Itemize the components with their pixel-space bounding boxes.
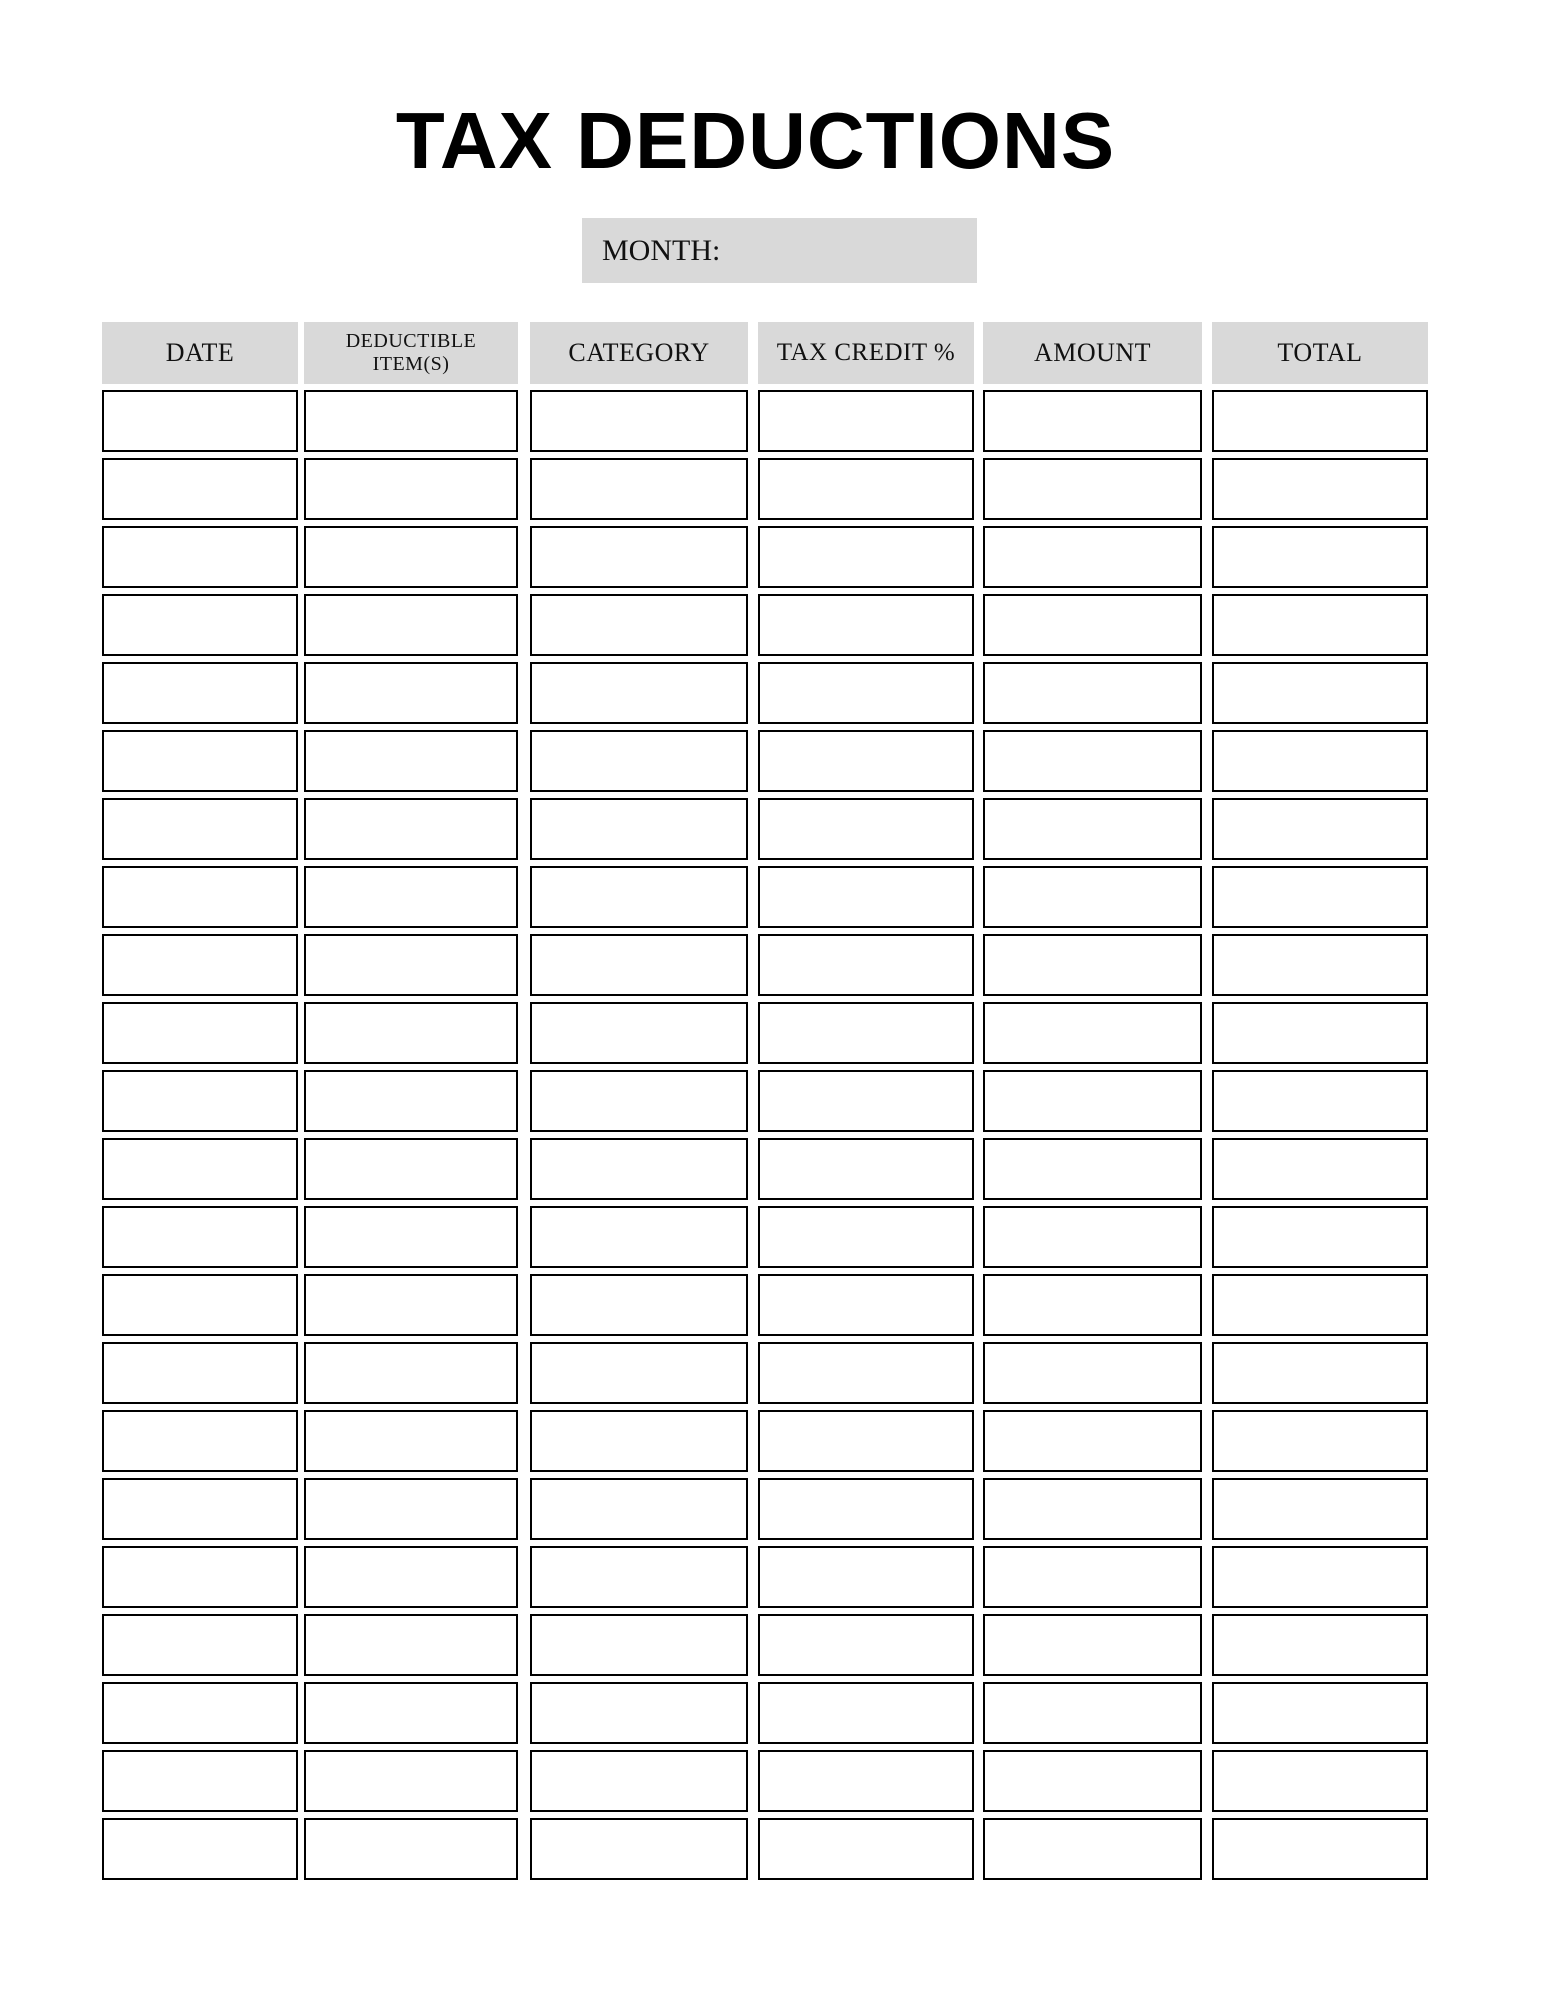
cell-category-row8[interactable] xyxy=(530,866,748,928)
cell-tax_credit_pct-row17[interactable] xyxy=(758,1478,974,1540)
cell-total-row16[interactable] xyxy=(1212,1410,1428,1472)
cell-deductible_items-row19[interactable] xyxy=(304,1614,518,1676)
cell-date-row21[interactable] xyxy=(102,1750,298,1812)
cell-category-row5[interactable] xyxy=(530,662,748,724)
cell-amount-row1[interactable] xyxy=(983,390,1202,452)
cell-deductible_items-row10[interactable] xyxy=(304,1002,518,1064)
column-date xyxy=(102,322,298,1880)
cell-date-row15[interactable] xyxy=(102,1342,298,1404)
cell-amount-row22[interactable] xyxy=(983,1818,1202,1880)
cell-category-row2[interactable] xyxy=(530,458,748,520)
cell-deductible_items-row7[interactable] xyxy=(304,798,518,860)
cell-tax_credit_pct-row9[interactable] xyxy=(758,934,974,996)
cell-deductible_items-row21[interactable] xyxy=(304,1750,518,1812)
cell-tax_credit_pct-row2[interactable] xyxy=(758,458,974,520)
cell-total-row3[interactable] xyxy=(1212,526,1428,588)
cell-category-row3[interactable] xyxy=(530,526,748,588)
cell-tax_credit_pct-row12[interactable] xyxy=(758,1138,974,1200)
cell-date-row5[interactable] xyxy=(102,662,298,724)
cell-category-row10[interactable] xyxy=(530,1002,748,1064)
cell-deductible_items-row15[interactable] xyxy=(304,1342,518,1404)
deductions-table xyxy=(102,322,1428,1880)
cell-category-row20[interactable] xyxy=(530,1682,748,1744)
cell-amount-row5[interactable] xyxy=(983,662,1202,724)
column-header-category xyxy=(530,322,748,384)
cell-amount-row19[interactable] xyxy=(983,1614,1202,1676)
cell-category-row16[interactable] xyxy=(530,1410,748,1472)
cell-amount-row14[interactable] xyxy=(983,1274,1202,1336)
cell-total-row17[interactable] xyxy=(1212,1478,1428,1540)
cell-deductible_items-row14[interactable] xyxy=(304,1274,518,1336)
cell-tax_credit_pct-row10[interactable] xyxy=(758,1002,974,1064)
cell-total-row18[interactable] xyxy=(1212,1546,1428,1608)
cell-tax_credit_pct-row20[interactable] xyxy=(758,1682,974,1744)
cell-total-row14[interactable] xyxy=(1212,1274,1428,1336)
cell-tax_credit_pct-row21[interactable] xyxy=(758,1750,974,1812)
cell-total-row7[interactable] xyxy=(1212,798,1428,860)
column-header-line: TAX CREDIT % xyxy=(776,338,956,366)
column-header-line: AMOUNT xyxy=(1033,338,1152,368)
cell-deductible_items-row6[interactable] xyxy=(304,730,518,792)
cell-date-row22[interactable] xyxy=(102,1818,298,1880)
cell-category-row17[interactable] xyxy=(530,1478,748,1540)
cell-total-row21[interactable] xyxy=(1212,1750,1428,1812)
cell-category-row12[interactable] xyxy=(530,1138,748,1200)
cell-deductible_items-row8[interactable] xyxy=(304,866,518,928)
column-header-deductible_items xyxy=(304,322,518,384)
cell-category-row7[interactable] xyxy=(530,798,748,860)
cell-category-row22[interactable] xyxy=(530,1818,748,1880)
cell-category-row21[interactable] xyxy=(530,1750,748,1812)
cell-date-row19[interactable] xyxy=(102,1614,298,1676)
cell-tax_credit_pct-row7[interactable] xyxy=(758,798,974,860)
column-header-line: DEDUCTIBLE xyxy=(345,330,477,352)
cell-amount-row17[interactable] xyxy=(983,1478,1202,1540)
cell-date-row18[interactable] xyxy=(102,1546,298,1608)
cell-tax_credit_pct-row19[interactable] xyxy=(758,1614,974,1676)
cell-total-row8[interactable] xyxy=(1212,866,1428,928)
cell-total-row19[interactable] xyxy=(1212,1614,1428,1676)
cell-tax_credit_pct-row5[interactable] xyxy=(758,662,974,724)
cell-date-row2[interactable] xyxy=(102,458,298,520)
cell-tax_credit_pct-row11[interactable] xyxy=(758,1070,974,1132)
cell-amount-row16[interactable] xyxy=(983,1410,1202,1472)
cell-amount-row15[interactable] xyxy=(983,1342,1202,1404)
cell-total-row13[interactable] xyxy=(1212,1206,1428,1268)
cell-amount-row9[interactable] xyxy=(983,934,1202,996)
cell-category-row18[interactable] xyxy=(530,1546,748,1608)
month-value-input[interactable] xyxy=(720,218,977,283)
cell-date-row14[interactable] xyxy=(102,1274,298,1336)
month-label: MONTH: xyxy=(602,233,721,267)
cell-category-row6[interactable] xyxy=(530,730,748,792)
cell-tax_credit_pct-row8[interactable] xyxy=(758,866,974,928)
cell-amount-row20[interactable] xyxy=(983,1682,1202,1744)
column-header-line: CATEGORY xyxy=(568,338,710,368)
cell-date-row1[interactable] xyxy=(102,390,298,452)
page-title: TAX DEDUCTIONS xyxy=(395,96,1116,185)
cell-date-row10[interactable] xyxy=(102,1002,298,1064)
cell-tax_credit_pct-row22[interactable] xyxy=(758,1818,974,1880)
cell-date-row16[interactable] xyxy=(102,1410,298,1472)
cell-total-row11[interactable] xyxy=(1212,1070,1428,1132)
cell-deductible_items-row22[interactable] xyxy=(304,1818,518,1880)
cell-total-row15[interactable] xyxy=(1212,1342,1428,1404)
cell-amount-row12[interactable] xyxy=(983,1138,1202,1200)
column-total xyxy=(1212,322,1428,1880)
column-header-line: DATE xyxy=(165,338,235,368)
cell-amount-row7[interactable] xyxy=(983,798,1202,860)
cell-category-row4[interactable] xyxy=(530,594,748,656)
column-tax_credit_pct xyxy=(758,322,974,1880)
cell-total-row4[interactable] xyxy=(1212,594,1428,656)
cell-date-row3[interactable] xyxy=(102,526,298,588)
cell-tax_credit_pct-row18[interactable] xyxy=(758,1546,974,1608)
cell-amount-row21[interactable] xyxy=(983,1750,1202,1812)
cell-amount-row4[interactable] xyxy=(983,594,1202,656)
cell-amount-row6[interactable] xyxy=(983,730,1202,792)
column-header-line: ITEM(S) xyxy=(372,353,450,375)
cell-total-row10[interactable] xyxy=(1212,1002,1428,1064)
month-field[interactable] xyxy=(582,218,977,283)
cell-total-row20[interactable] xyxy=(1212,1682,1428,1744)
cell-date-row9[interactable] xyxy=(102,934,298,996)
cell-deductible_items-row1[interactable] xyxy=(304,390,518,452)
cell-date-row11[interactable] xyxy=(102,1070,298,1132)
column-header-tax_credit_pct xyxy=(758,322,974,384)
column-amount xyxy=(983,322,1202,1880)
column-header-line: TOTAL xyxy=(1277,338,1363,368)
cell-date-row17[interactable] xyxy=(102,1478,298,1540)
cell-category-row14[interactable] xyxy=(530,1274,748,1336)
column-header-total xyxy=(1212,322,1428,384)
cell-date-row20[interactable] xyxy=(102,1682,298,1744)
cell-tax_credit_pct-row3[interactable] xyxy=(758,526,974,588)
cell-tax_credit_pct-row13[interactable] xyxy=(758,1206,974,1268)
cell-total-row1[interactable] xyxy=(1212,390,1428,452)
cell-deductible_items-row12[interactable] xyxy=(304,1138,518,1200)
cell-deductible_items-row9[interactable] xyxy=(304,934,518,996)
cell-category-row13[interactable] xyxy=(530,1206,748,1268)
column-deductible_items xyxy=(304,322,518,1880)
cell-deductible_items-row5[interactable] xyxy=(304,662,518,724)
cell-category-row9[interactable] xyxy=(530,934,748,996)
cell-category-row11[interactable] xyxy=(530,1070,748,1132)
column-category xyxy=(530,322,748,1880)
cell-date-row7[interactable] xyxy=(102,798,298,860)
cell-deductible_items-row13[interactable] xyxy=(304,1206,518,1268)
cell-total-row5[interactable] xyxy=(1212,662,1428,724)
cell-amount-row3[interactable] xyxy=(983,526,1202,588)
cell-deductible_items-row11[interactable] xyxy=(304,1070,518,1132)
cell-deductible_items-row16[interactable] xyxy=(304,1410,518,1472)
column-header-amount xyxy=(983,322,1202,384)
cell-date-row6[interactable] xyxy=(102,730,298,792)
cell-date-row12[interactable] xyxy=(102,1138,298,1200)
cell-amount-row10[interactable] xyxy=(983,1002,1202,1064)
cell-deductible_items-row20[interactable] xyxy=(304,1682,518,1744)
cell-total-row6[interactable] xyxy=(1212,730,1428,792)
cell-tax_credit_pct-row6[interactable] xyxy=(758,730,974,792)
cell-amount-row2[interactable] xyxy=(983,458,1202,520)
cell-total-row22[interactable] xyxy=(1212,1818,1428,1880)
cell-tax_credit_pct-row16[interactable] xyxy=(758,1410,974,1472)
cell-date-row4[interactable] xyxy=(102,594,298,656)
cell-total-row2[interactable] xyxy=(1212,458,1428,520)
cell-amount-row8[interactable] xyxy=(983,866,1202,928)
cell-tax_credit_pct-row1[interactable] xyxy=(758,390,974,452)
cell-deductible_items-row2[interactable] xyxy=(304,458,518,520)
cell-deductible_items-row17[interactable] xyxy=(304,1478,518,1540)
cell-tax_credit_pct-row4[interactable] xyxy=(758,594,974,656)
cell-date-row8[interactable] xyxy=(102,866,298,928)
cell-amount-row13[interactable] xyxy=(983,1206,1202,1268)
cell-tax_credit_pct-row14[interactable] xyxy=(758,1274,974,1336)
cell-total-row9[interactable] xyxy=(1212,934,1428,996)
cell-deductible_items-row3[interactable] xyxy=(304,526,518,588)
cell-deductible_items-row18[interactable] xyxy=(304,1546,518,1608)
column-header-date xyxy=(102,322,298,384)
cell-category-row15[interactable] xyxy=(530,1342,748,1404)
cell-category-row19[interactable] xyxy=(530,1614,748,1676)
cell-tax_credit_pct-row15[interactable] xyxy=(758,1342,974,1404)
cell-total-row12[interactable] xyxy=(1212,1138,1428,1200)
cell-deductible_items-row4[interactable] xyxy=(304,594,518,656)
cell-date-row13[interactable] xyxy=(102,1206,298,1268)
cell-amount-row11[interactable] xyxy=(983,1070,1202,1132)
cell-category-row1[interactable] xyxy=(530,390,748,452)
cell-amount-row18[interactable] xyxy=(983,1546,1202,1608)
